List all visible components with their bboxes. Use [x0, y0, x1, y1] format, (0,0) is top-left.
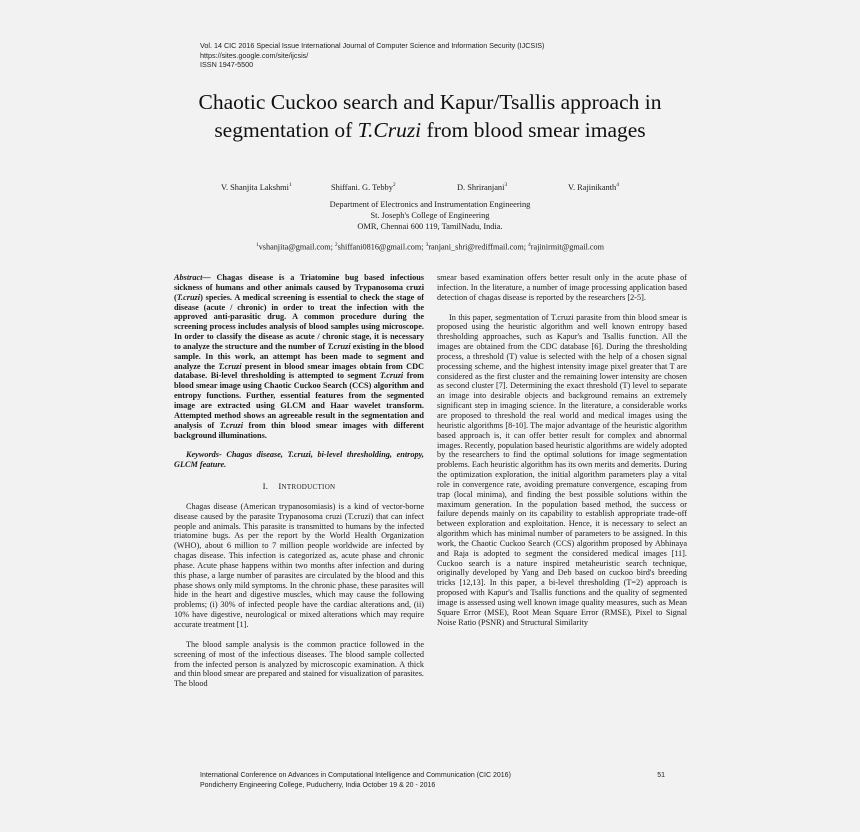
title-text: segmentation of [214, 118, 358, 142]
section-number: I. [262, 481, 269, 492]
paper-title-line1: Chaotic Cuckoo search and Kapur/Tsallis approach in [198, 90, 662, 114]
affiliation-college: St. Joseph's College of Engineering [370, 210, 490, 220]
abstract-text: — Chagas disease is a Triatomine bug based infectious sickness of humans and other animals caused by Trypanosoma cruzi ( [174, 273, 424, 302]
affiliation-address: OMR, Chennai 600 119, TamilNadu, India. [357, 221, 503, 231]
author-sup: 4 [616, 182, 619, 188]
page-footer [200, 771, 665, 790]
abstract-italic: T.cruzi [327, 341, 351, 351]
section-title-rest: NTRODUCTION [281, 483, 336, 492]
abstract-text: present in blood smear images obtain from CDC database. Bi-level thresholding is attempted to segment [174, 361, 424, 381]
author-sup: 2 [392, 182, 396, 188]
author-1 [221, 179, 292, 194]
right-paragraph-2: In this paper, segmentation of T.cruzi parasite from thin blood smear is proposed using the heuristic algorithm and well known entropy based thresholding approaches, such as Kapur's and Tsallis function. All the images are obtained from the CDC database [6]. During the thresholding process, a threshold (T) value is selected with the help of a chosen signal processing scheme, and the highest intensity image pixel greater that T are considered as the first cluster and the remaining lower intensity are chosen as second cluster [7]. Determining the exact threshold (T) level to separate an image into desirable objects and background remains an extremely significant step in imaging science. In the literature, a considerable works are proposed to threshold the real world and medical images using the heuristic algorithms [8-10]. The major advantage of the heuristic algorithm based approach is, it can offer better result for complex and abnormal images. Recently, population based heuristic algorithms are widely adopted by the researchers to find the optimal solutions for image segmentation problems. Each heuristic algorithm has its own merits and demerits. During the optimization exploration, the initial algorithm parameters play a vital role in convergence rate, avoiding premature convergence, escaping from trap (local minima), and finding the best possible solutions within the maximum generation. In the population based method, the success or failure depends mainly on its capability to establish appropriate trade-off between exploration and exploitation. Hence, it is necessary to select an algorithm which has minimal number of parameters to be assigned. In this work, the Chaotic Cuckoo Search (CCS) algorithm proposed by Abhinaya and Raja is adopted to segment the considered medical images [11]. Cuckoo search is a nature inspired metaheuristic search technique, originally developed by Yang and Deb based on cuckoo bird's breeding tricks [12,13]. In this paper, a bi-level thresholding (T=2) approach is proposed with Kapur's and Tsallis functions and the quality of segmented image is assessed using well known image quality measures, such as Mean Square Error (MSE), Root Mean Square Error (RMSE), Pixel to Signal Noise Ratio (PSNR) and Structural Similarity [437, 312, 687, 627]
author-name: V. Rajinikanth [568, 182, 617, 192]
affiliation [160, 200, 700, 232]
right-column [437, 273, 687, 628]
abstract-text: from blood smear image using Chaotic Cuckoo Search (CCS) algorithm and entropy functions. Further, essential features from the segmented image are extracted using GLCM and Haar wavelet transform. Attempted method shows an agreeable result in the segmentation and analysis of [174, 371, 424, 430]
abstract-text: existing in the blood sample. In this work, an attempt has been made to segment and analyze the [174, 341, 425, 371]
email-4[interactable]: rajinirmit@gmail.com [530, 242, 605, 252]
email-2[interactable]: shiffani0816@gmail.com; [337, 242, 426, 252]
author-name: Shiffani. G. Tebby [331, 182, 393, 192]
journal-header-link[interactable]: https://sites.google.com/site/ijcsis/ [200, 50, 309, 60]
keywords: Keywords- Chagas disease, T.cruzi, bi-level thresholding, entropy, GLCM feature. [174, 450, 424, 470]
journal-header-issn: ISSN 1947-5500 [200, 60, 254, 70]
page-number: 51 [657, 772, 665, 779]
right-paragraph-1: smear based examination offers better result only in the acute phase of infection. In the literature, a number of image processing application based detection of chagas disease is reported by the researchers [2-5]. [437, 273, 687, 302]
author-2 [331, 179, 396, 194]
title-italic-text: T.Cruzi [357, 118, 422, 142]
email-3[interactable]: ranjani_shri@rediffmail.com; [428, 242, 529, 252]
author-sup: 1 [289, 182, 292, 188]
author-4 [568, 179, 619, 194]
paper-title-line2 [100, 116, 760, 144]
section-title-initial: I [278, 481, 282, 492]
abstract-label: Abstract [174, 273, 203, 282]
author-3 [457, 179, 507, 194]
email-sup: 1 [255, 242, 259, 248]
footer-venue: Pondicherry Engineering College, Puducherry, India October 19 & 20 - 2016 [200, 781, 436, 789]
journal-header-line1: Vol. 14 CIC 2016 Special Issue International Journal of Computer Science and Information Security (IJCSIS) [200, 41, 545, 50]
abstract-italic: T.cruzi [219, 420, 244, 430]
author-emails [100, 240, 760, 253]
email-1[interactable]: vshanjita@gmail.com; [258, 242, 335, 252]
abstract-italic: T.cruzi [218, 361, 242, 371]
abstract [174, 273, 424, 440]
section-heading-introduction [174, 482, 424, 493]
abstract-italic: T.cruzi [379, 371, 404, 381]
journal-header [200, 41, 544, 70]
left-column [174, 273, 424, 689]
email-sup: 4 [528, 242, 531, 248]
affiliation-dept: Department of Electronics and Instrumentation Engineering [329, 200, 531, 209]
title-text-end: from blood smear images [421, 118, 646, 142]
email-sup: 2 [334, 242, 338, 248]
author-sup: 3 [504, 182, 508, 188]
intro-paragraph-1: Chagas disease (American trypanosomiasis) is a kind of vector-borne disease caused by the parasite Trypanosoma cruzi (T.cruzi) that can infect people and animals. This parasite is transmitted to humans by the infected triatomine bugs. As per the report by the World Health Organization (WHO), about 6 million to 7 million people worldwide are infected by chagas disease. This infection is categorized as, acute phase and chronic phase. Acute phase happens within two months after infection and during this phase, a large number of parasites are circulated by the blood and this phase shows only mild symptoms. In the chronic phase, these parasites will hide in the heart and digestive muscles, which may cause the following problems; (i) 30% of infected people have the cardiac alterations and, (ii) 10% have digestive, neurological or mixed alterations which may require accurate treatment [1]. [174, 501, 424, 629]
footer-conference: International Conference on Advances in Computational Intelligence and Communication (CIC 2016) [200, 772, 511, 779]
paper-title [100, 88, 760, 144]
abstract-italic: T.cruzi [176, 292, 201, 302]
email-sup: 3 [425, 242, 429, 248]
author-name: V. Shanjita Lakshmi [221, 182, 290, 192]
abstract-text: from thin blood smear images with different background illuminations. [174, 420, 424, 440]
intro-paragraph-2: The blood sample analysis is the common practice followed in the screening of most of the infectious diseases. The blood sample collected from the infected person is analyzed by microscopic examination. A thick and thin blood smear are prepared and stained for visualization of parasites. The blood [174, 639, 424, 689]
author-name: D. Shriranjani [457, 182, 505, 192]
abstract-text: ) species. A medical screening is essential to check the stage of disease (acute / chronic) in order to treat the infection with the approved anti-parasitic drug. A common procedure during the screening process includes analysis of blood samples using microscope. In order to classify the disease as acute / chronic stage, it is necessary to analyze the structure and the number of [174, 292, 424, 351]
